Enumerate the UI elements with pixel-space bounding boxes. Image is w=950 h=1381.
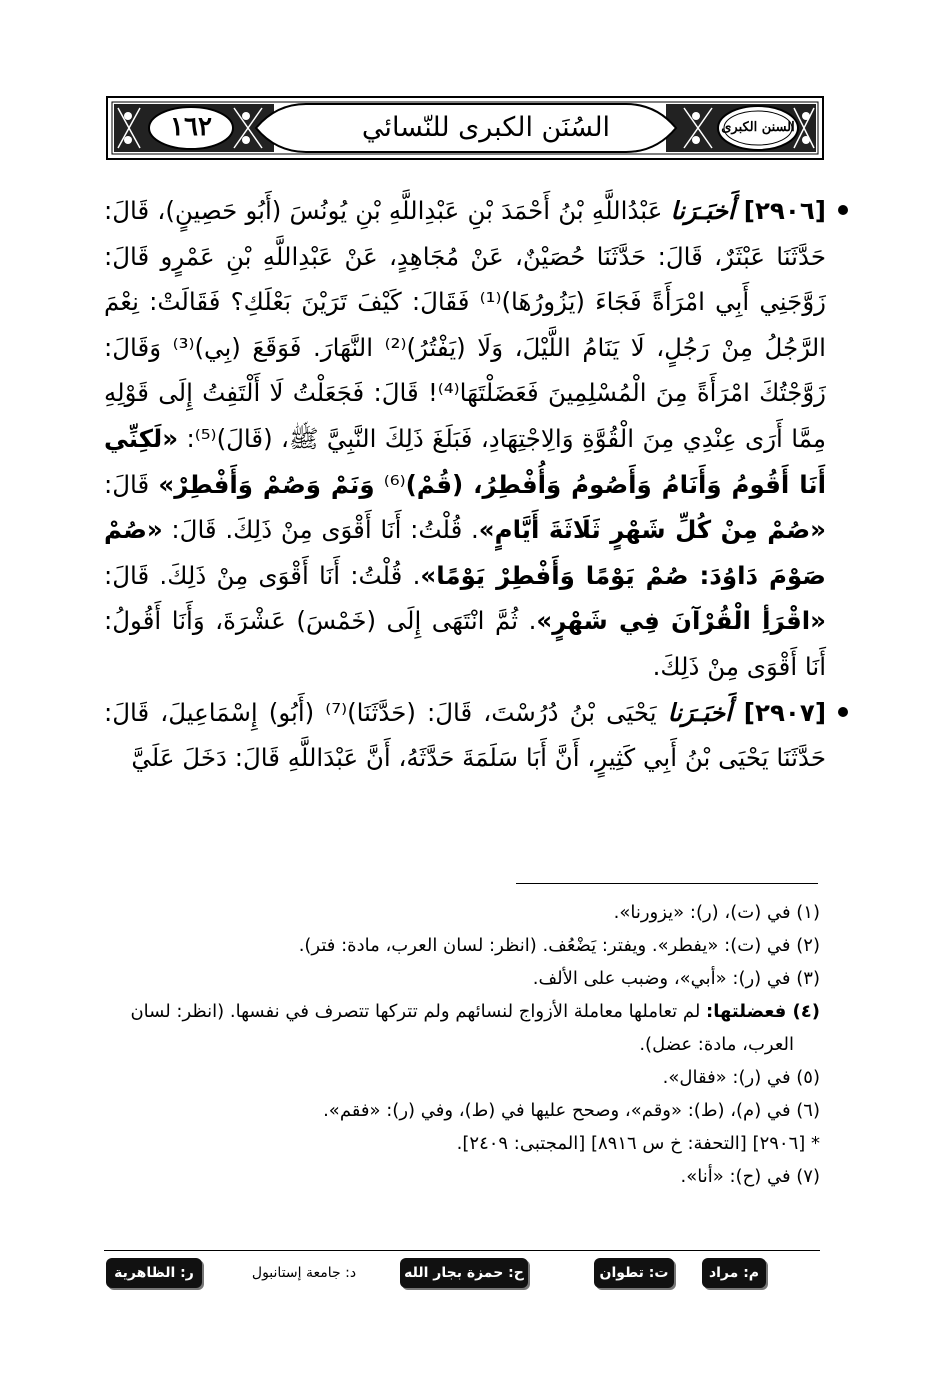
prophetic-saying: «صُمْ مِنْ كُلِّ شَهْرٍ ثَلَاثَةَ أَيَّامٍ»	[478, 515, 826, 545]
prophetic-saying: «اقْرَأِ الْقُرْآنَ فِي شَهْرٍ»	[536, 606, 826, 636]
book-seal-logo: السنن الكبرى	[721, 120, 795, 135]
footnote-text: لم تعاملها معاملة الأزواج لنسائهم ولم تتركها تتصرف في نفسها. (انظر: لسان	[130, 1001, 707, 1022]
footnote-divider	[516, 883, 818, 884]
footnote-text: (٥) في (ر): «فقال».	[662, 1067, 820, 1088]
akhbarana-word: أَخبَـرَنا	[670, 196, 735, 225]
narration-text: ⁽⁶⁾	[374, 469, 406, 499]
footnote	[104, 962, 820, 995]
hadith-number: [٢٩٠٧]	[731, 697, 827, 727]
narration-text: . ثُمَّ انْتَهَى إِلَى (خَمْسَ) عَشْرَةَ، وَأَنَا أَقُولُ: أَنَا أَقْوَى مِنْ ذَلِكَ.	[104, 606, 826, 681]
prophetic-saying: «صُمْ صَوْمَ دَاوُدَ: صُمْ يَوْمًا وَأَفْطِرْ يَوْمًا»	[104, 515, 826, 590]
footnote	[104, 1028, 820, 1061]
footnote	[104, 896, 820, 929]
narration-text: قَالَ:	[104, 469, 159, 499]
footnote	[104, 929, 820, 962]
akhbarana-word: أَخبَـرَنا	[667, 697, 732, 727]
narration-text: . قُلْتُ: أَنَا أَقْوَى مِنْ ذَلِكَ. قَالَ:	[162, 515, 479, 545]
footnote-text: العرب، مادة: عضل).	[639, 1034, 794, 1055]
narration-text: . قُلْتُ: أَنَا أَقْوَى مِنْ ذَلِكَ. قَالَ:	[104, 560, 421, 590]
footnote	[104, 1127, 820, 1160]
hadith-paragraph	[104, 188, 826, 690]
footnote-text: (٦) في (م)، (ط): «وقم»، وصحح عليها في (ط)، وفي (ر): «فقم».	[323, 1100, 820, 1121]
narration-text: عَبْدُاللَّهِ بْنُ أَحْمَدَ بْنِ عَبْدِاللَّهِ بْنِ يُونُسَ (أَبُو حَصِينٍ)، قَالَ: حَدَّثَنَا عَبْثَرٌ، قَالَ: حَدَّثَنَا حُصَيْنٌ، عَنْ مُجَاهِدٍ، عَنْ عَبْدِاللَّهِ بْنِ عَمْرٍو قَالَ: زَوَّجَنِي أَبِي امْرَأَةً فَجَاءَ (يَزُورُهَا)⁽¹⁾ فَقَالَ: كَيْفَ تَرَيْنَ بَعْلَكِ؟ فَقَالَتْ: نِعْمَ الرَّجُلُ مِنْ رَجُلٍ، لَا يَنَامُ اللَّيْلَ، وَلَا (يَفْتُرُ)⁽²⁾ النَّهَارَ. فَوَقَعَ (بِي)⁽³⁾ وَقَالَ: زَوَّجْتُكَ امْرَأَةً مِنَ الْمُسْلِمِينَ فَعَضَلْتَهَا⁽⁴⁾! قَالَ: فَجَعَلْتُ لَا أَلْتَفِتُ إِلَى قَوْلِهِ مِمَّا أَرَى عِنْدِي مِنَ الْقُوَّةِ وَالِاجْتِهَادِ، فَبَلَغَ ذَلِكَ النَّبِيَّ ﷺ، (قَالَ)⁽⁵⁾:	[104, 196, 827, 453]
manuscript-key: ت: تطوان	[594, 1258, 674, 1288]
book-title: السُنَن الكبرى للنّسائي	[361, 112, 611, 143]
footnote	[104, 1094, 820, 1127]
footnotes	[104, 896, 820, 1193]
footnote	[104, 995, 820, 1028]
footnote	[104, 1160, 820, 1193]
footnote-text: (٣) في (ر): «أبي»، وضبب على الألف.	[532, 968, 820, 989]
manuscript-key: ر: الظاهرية	[106, 1258, 202, 1288]
page-header	[106, 96, 824, 160]
footnote-text: (٧) في (ح): «أنا».	[680, 1166, 820, 1187]
footnote-text: (٢) في (ت): «يفطر». ويفتر: يَضْعُف. (انظر: لسان العرب، مادة: فتر).	[298, 935, 820, 956]
footnote-text: (١) في (ت)، (ر): «يزورنا».	[613, 902, 820, 923]
prophetic-saying: «لَكِنِّي أَنَا أَقُومُ وَأَنَامُ وَأَصُومُ وَأُفْطِرُ، (قُمْ)	[104, 423, 826, 499]
key-divider	[104, 1250, 820, 1251]
hadith-paragraph	[104, 690, 826, 781]
hadith-number: [٢٩٠٦]	[734, 196, 826, 225]
manuscript-key: م: مراد ملا	[702, 1258, 766, 1288]
manuscript-key: ح: حمزة بجار الله	[400, 1258, 528, 1288]
manuscript-key: د: جامعة إستانبول	[251, 1265, 357, 1281]
footnote-text: * [٢٩٠٦] [التحفة: خ س ٨٩١٦] [المجتبى: ٢٤٠٩].	[456, 1133, 820, 1154]
footnote-key-term: (٤) فعضلتها:	[706, 1001, 820, 1022]
manuscript-key-bar	[104, 1258, 820, 1311]
bullet-dot-icon	[838, 707, 848, 717]
narration-text: يَحْيَى بْنُ دُرُسْتَ، قَالَ: (حَدَّثَنَا)⁽⁷⁾ (أَبُو) إِسْمَاعِيلَ، قَالَ: حَدَّثَنَا يَحْيَى بْنُ أَبِي كَثِيرٍ، أَنَّ أَبَا سَلَمَةَ حَدَّثَهُ، أَنَّ عَبْدَاللَّهِ قَالَ: دَخَلَ عَلَيَّ	[104, 697, 826, 773]
prophetic-saying: وَنَمْ وَصُمْ وَأَفْطِرْ»	[158, 469, 375, 499]
footnote	[104, 1061, 820, 1094]
main-text	[104, 188, 826, 781]
bullet-dot-icon	[838, 205, 848, 215]
page-number: ١٦٢	[170, 112, 212, 142]
